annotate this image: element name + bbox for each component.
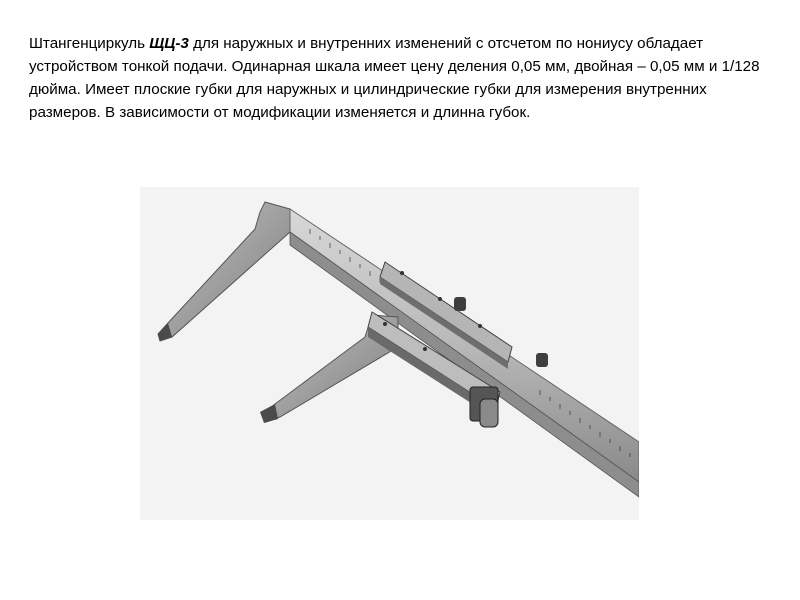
text-body: для наружных и внутренних изменений с отсчетом по нониусу обладает устройством тонкой подачи. Одинарная шкала имеет цену деления 0,05 мм, двойная – 0,05 мм и 1/128 дюйма. Имеет плоские губки для наружных и цилиндрические губки для измерения внутренних размеров. В зависимости от модификации изменяется и длинна губок.: [29, 35, 760, 121]
text-intro: Штангенциркуль: [29, 35, 150, 52]
locking-screw: [454, 297, 466, 311]
model-name: ЩЦ-3: [149, 35, 189, 52]
caliper-illustration: [140, 187, 639, 520]
slide-description: [29, 32, 779, 124]
caliper-photo: [140, 187, 639, 520]
